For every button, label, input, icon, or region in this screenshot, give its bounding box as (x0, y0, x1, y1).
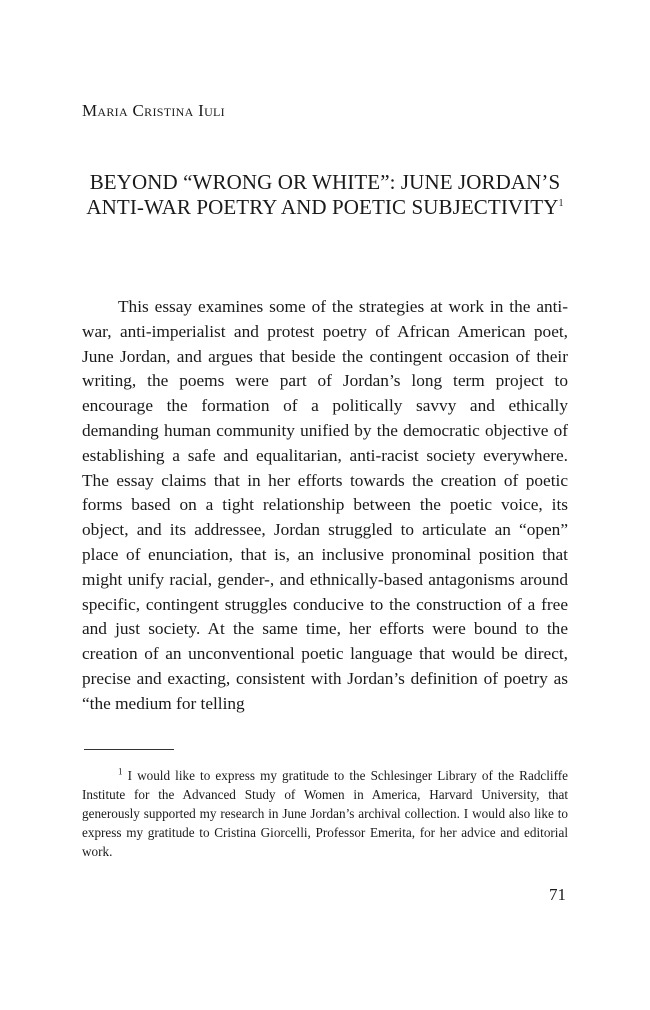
page-number: 71 (549, 885, 566, 904)
article-title (82, 170, 568, 220)
author-name: Maria Cristina Iuli (82, 101, 225, 120)
article-title-text: BEYOND “WRONG OR WHITE”: JUNE JORDAN’S ANTI-WAR POETRY AND POETIC SUBJECTIVITY (86, 170, 561, 219)
footnote-text: I would like to express my gratitude to the Schlesinger Library of the Radcliffe Institute for the Advanced Study of Women in America, Harvard University, that generously supported my research in June Jordan’s archival collection. I would also like to express my gratitude to Cristina Giorcelli, Professor Emerita, for her advice and editorial work. (82, 768, 568, 859)
footnote-divider (84, 749, 174, 750)
abstract-paragraph: This essay examines some of the strategies at work in the anti-war, anti-imperialist and protest poetry of African American poet, June Jordan, and argues that beside the contingent occasion of their writing, the poems were part of Jordan’s long term project to encourage the formation of a politically savvy and ethically demanding human community unified by the democratic objective of establishing a safe and equalitarian, anti-racist society everywhere. The essay claims that in her efforts towards the creation of poetic forms based on a tight relationship between the poetic voice, its object, and its addressee, Jordan struggled to articulate an “open” place of enunciation, that is, an inclusive pronominal position that might unify racial, gender-, and ethnically-based antagonisms around specific, contingent struggles conducive to the construction of a free and just society. At the same time, her efforts were bound to the creation of an unconventional poetic language that would be direct, precise and exacting, consistent with Jordan’s definition of poetry as “the medium for telling (82, 297, 568, 713)
title-footnote-marker[interactable]: 1 (558, 198, 564, 209)
footnote-marker: 1 (118, 766, 123, 777)
footnote (82, 766, 568, 861)
